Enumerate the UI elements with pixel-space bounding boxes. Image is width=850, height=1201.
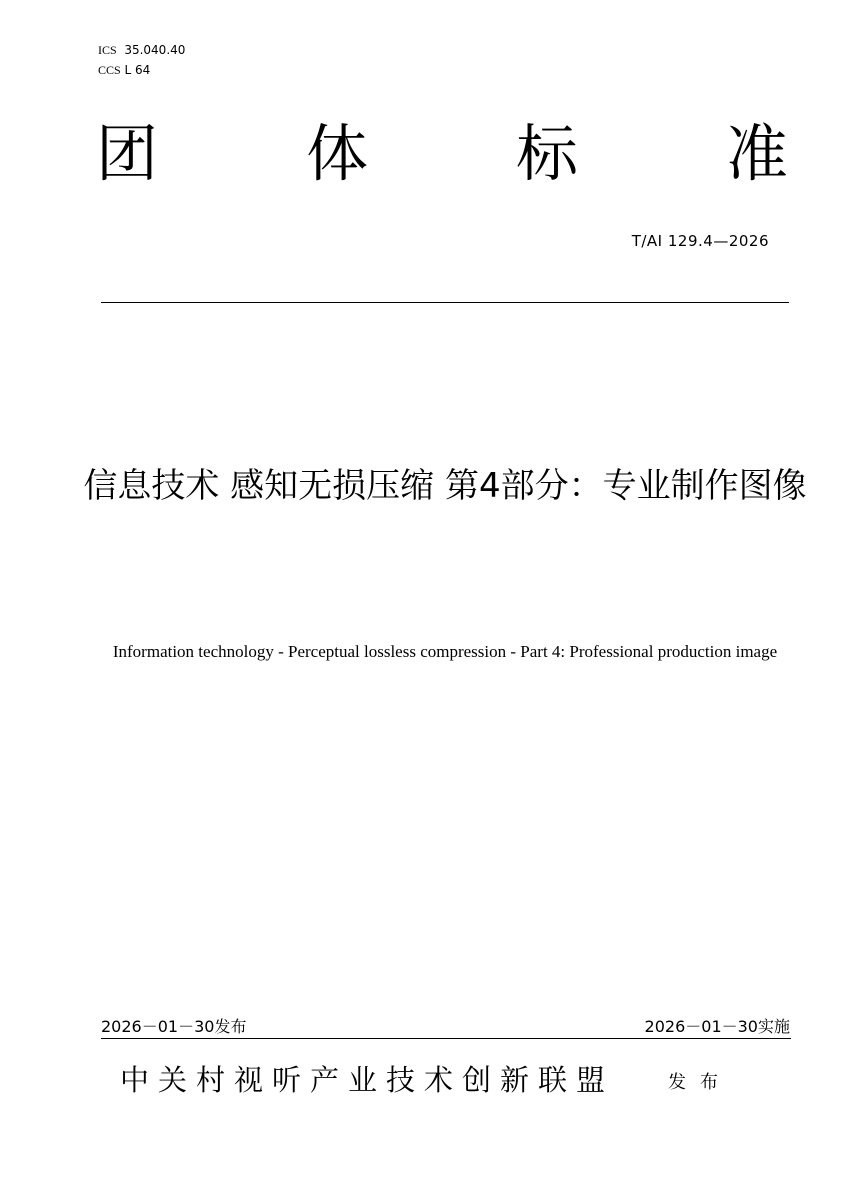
standard-type-char: 标 — [515, 117, 578, 190]
ccs-code: L 64 — [124, 63, 151, 77]
classification-codes — [98, 40, 185, 80]
ics-label: ICS — [98, 43, 117, 57]
issuer-suffix: 发布 — [668, 1072, 732, 1093]
title-english: Information technology - Perceptual lossless compression - Part 4: Professional production image — [112, 642, 778, 661]
standard-type-char: 团 — [96, 117, 159, 190]
standard-type-heading — [96, 118, 788, 190]
ccs-line — [98, 60, 185, 80]
issuer-name: 中关村视听产业技术创新联盟 — [120, 1063, 615, 1097]
implement-date: 2026－01－30实施 — [644, 1017, 790, 1036]
ccs-label: CCS — [98, 63, 121, 77]
bottom-divider — [101, 1038, 791, 1039]
ics-code: 35.040.40 — [124, 43, 186, 57]
publish-date: 2026－01－30发布 — [101, 1017, 247, 1036]
top-divider — [101, 302, 789, 303]
standard-number: T/AI 129.4—2026 — [631, 232, 769, 250]
title-chinese: 信息技术 感知无损压缩 第4部分：专业制作图像 — [83, 466, 807, 506]
standard-type-char: 准 — [725, 117, 788, 190]
ics-line — [98, 40, 185, 60]
standard-type-char: 体 — [305, 117, 368, 190]
